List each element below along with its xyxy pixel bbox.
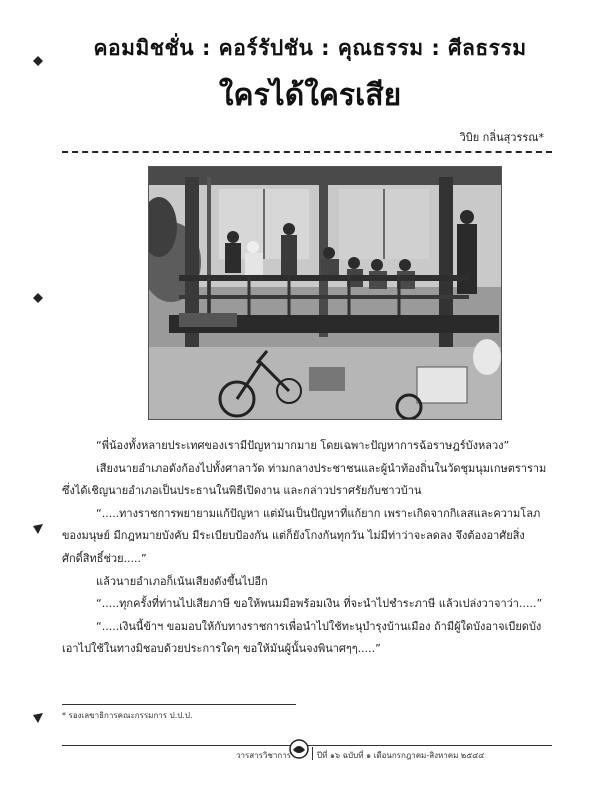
footnote-divider [62, 704, 296, 705]
body-paragraph-1: เสียงนายอำเภอดังก้องไปทั้งศาลาวัด ท่ามกลางประชาชนและผู้นำท้องถิ่นในวัดชุมนุมเกษตราราม ซึ่งได้เชิญนายอำเภอเป็นประธานในพิธีเปิดงาน และกล่าวปราศรัยกับชาวบ้าน [62, 461, 547, 498]
binder-hole-mark-icon [33, 713, 43, 723]
binder-hole-mark-icon [33, 524, 43, 534]
author-byline: วิบิย กลิ่นสุวรรณ* [459, 131, 544, 144]
body-quote-4: “.....เงินนี้ข้าฯ ขอมอบให้กับทางราชการเพื่อนำไปใช้ทะนุบำรุงบ้านเมือง ถ้ามีผู้ใดบังอาจเบียดบังเอาไปใช้ในทางมิชอบด้วยประการใดๆ ขอให้มันผู้นั้นจงพินาศๆๆ.....” [62, 619, 542, 656]
body-paragraph-2: แล้วนายอำเภอก็เน้นเสียงดังขึ้นไปอีก [96, 574, 268, 588]
photo-open-pavilion-icon [149, 167, 501, 419]
journal-logo-icon [289, 739, 309, 759]
article-body [62, 435, 550, 661]
pavilion-photo [148, 166, 502, 420]
footer-issue-info: ปีที่ ๑๖ ฉบับที่ ๑ เดือนกรกฎาคม-สิงหาคม ๒๕๔๔ [317, 751, 485, 760]
binder-hole-mark-icon [33, 56, 43, 66]
footer-journal-name: วารสารวิชาการ [236, 751, 291, 760]
footer-separator [312, 747, 313, 760]
footnote-author-position: * รองเลขาธิการคณะกรรมการ ป.ป.ป. [62, 711, 193, 720]
binder-hole-mark-icon [33, 293, 43, 303]
article-title-line1: คอมมิชชั่น : คอร์รัปชัน : คุณธรรม : ศีลธรรม [93, 36, 527, 60]
body-quote-1: “พี่น้องทั้งหลายประเทศของเรามีปัญหามากมาย โดยเฉพาะปัญหาการฉ้อราษฎร์บังหลวง” [96, 439, 510, 452]
body-quote-3: “.....ทุกครั้งที่ท่านไปเสียภาษี ขอให้พนมมือพร้อมเงิน ที่จะนำไปชำระภาษี แล้วเปล่งวาจาว่า.....” [96, 597, 543, 611]
dashed-divider [62, 151, 552, 153]
article-title-line2: ใครได้ใครเสีย [218, 78, 402, 113]
body-quote-2: “.....ทางราชการพยายามแก้ปัญหา แต่มันเป็นปัญหาที่แก้ยาก เพราะเกิดจากกิเลสและความโลภของมนุษย์ มีกฎหมายบังคับ มีระเบียบป้องกัน แต่ก็ยังโกงกันทุกวัน ไม่มีท่าว่าจะลดลง จึงต้องอาศัยสิ่งศักดิ์สิทธิ์ช่วย.....” [62, 506, 541, 565]
